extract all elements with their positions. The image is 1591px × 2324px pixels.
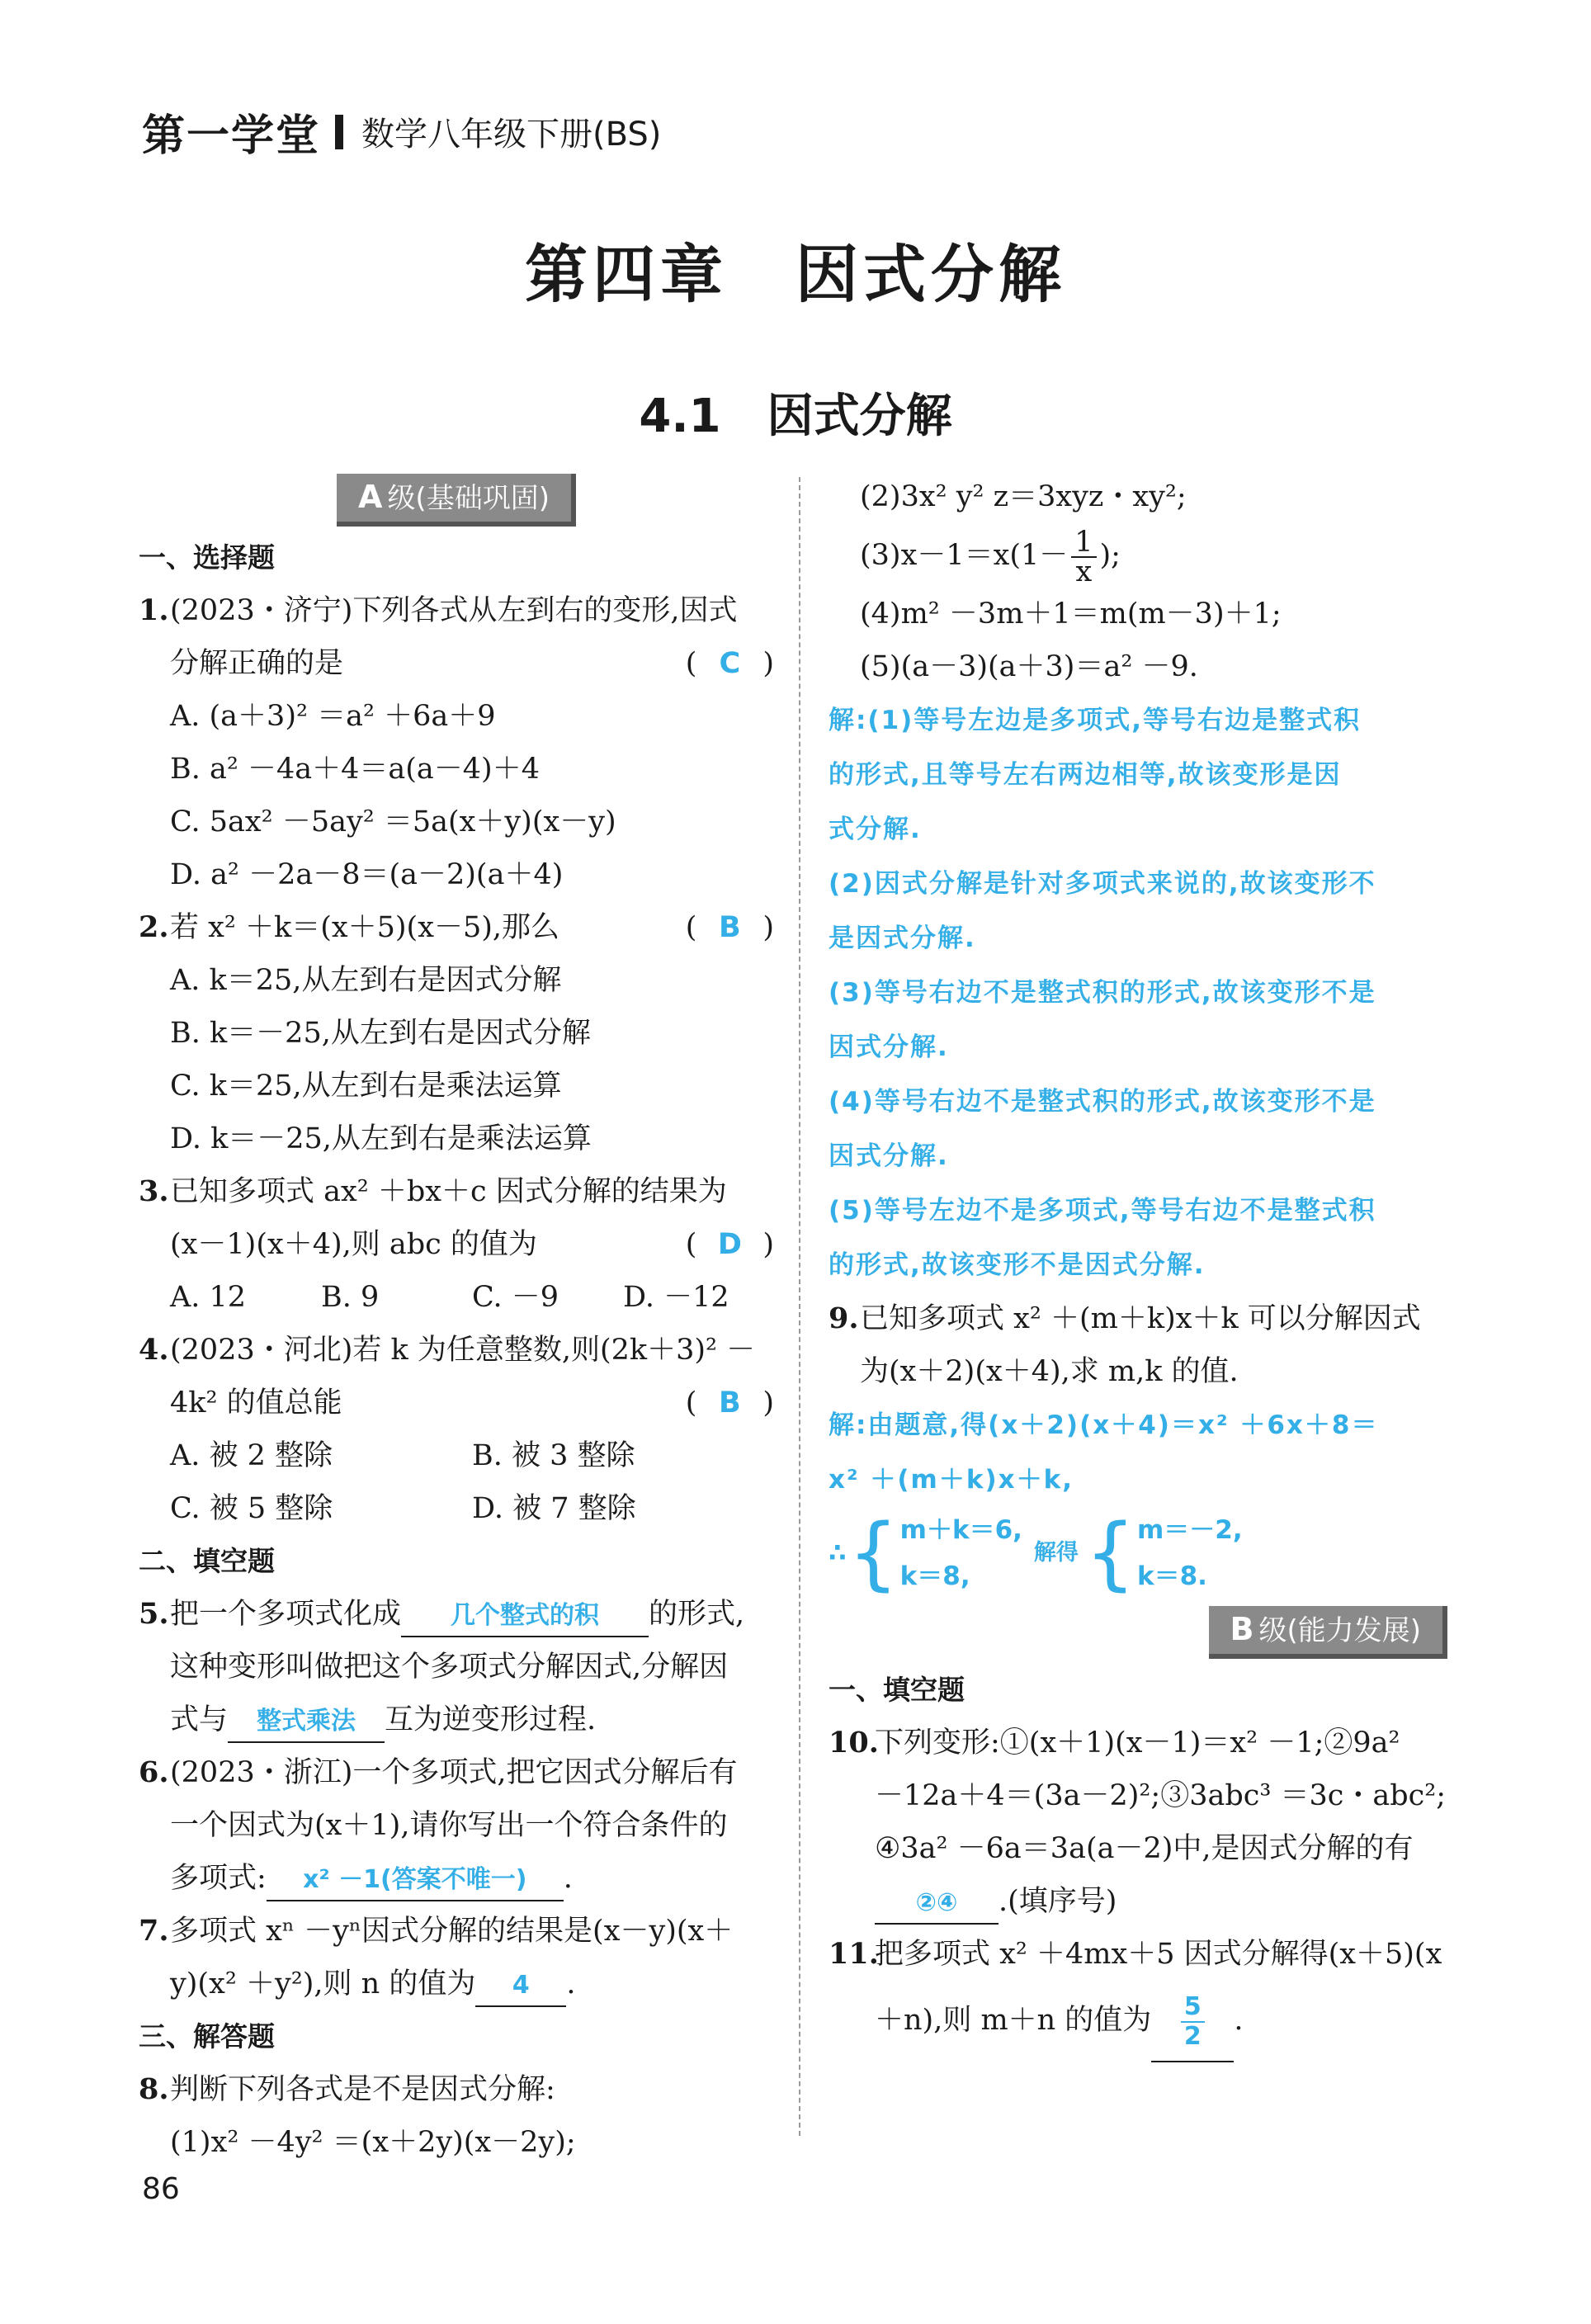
solution-line: 解:(1)等号左边是多项式,等号右边是整式积 <box>829 706 1362 735</box>
option: C. 5ax² －5ay² ＝5a(x＋y)(x－y) <box>170 805 616 838</box>
answer-bracket: ( B ) <box>686 1377 774 1429</box>
solution-line: 因式分解. <box>829 1141 949 1171</box>
brace-icon: { <box>847 1507 899 1599</box>
answer-blank: 整式乘法 <box>228 1702 385 1743</box>
section-fill-b: 一、填空题 <box>829 1674 965 1706</box>
q8-item-4: (4)m² －3m＋1＝m(m－3)＋1; <box>860 598 1282 631</box>
option: B. k＝－25,从左到右是因式分解 <box>170 1017 591 1050</box>
option: D. 被 7 整除 <box>472 1492 636 1525</box>
answer-blank: x² －1(答案不唯一) <box>267 1860 564 1901</box>
fraction: $\frac{5}{2}$ <box>1181 1993 1205 2051</box>
question-1: 1. (2023・济宁)下列各式从左到右的变形,因式 分解正确的是 ( C ) <box>139 584 774 690</box>
brace-icon: { <box>1084 1507 1135 1599</box>
question-5: 5. 把一个多项式化成 几个整式的积 的形式, 这种变形叫做把这个多项式分解因式,分解因 式与 整式乘法 互为逆变形过程. <box>139 1588 774 1746</box>
question-9: 9. 已知多项式 x² ＋(m＋k)x＋k 可以分解因式 为(x＋2)(x＋4),求 m,k 的值. <box>829 1301 1421 1388</box>
answer-1: C <box>719 647 741 680</box>
option: A. 12 <box>170 1281 247 1314</box>
option: D. －12 <box>623 1281 729 1314</box>
question-3: 3. 已知多项式 ax² ＋bx＋c 因式分解的结果为 (x－1)(x＋4),则 abc 的值为 ( D ) <box>139 1165 774 1271</box>
question-6: 6. (2023・浙江)一个多项式,把它因式分解后有 一个因式为(x＋1),请你写出一个符合条件的 多项式: x² －1(答案不唯一) . <box>139 1746 774 1905</box>
option: C. k＝25,从左到右是乘法运算 <box>170 1070 562 1103</box>
option: D. a² －2a－8＝(a－2)(a＋4) <box>170 858 564 891</box>
solution-line: (5)等号左边不是多项式,等号右边不是整式积 <box>829 1196 1376 1226</box>
level-b-banner: B 级(能力发展) <box>1209 1606 1448 1659</box>
column-divider <box>799 477 800 2136</box>
option: B. 被 3 整除 <box>472 1439 635 1472</box>
solution-line: (2)因式分解是针对多项式来说的,故该变形不 <box>829 869 1376 899</box>
page-header <box>142 101 661 163</box>
options-row <box>139 1482 774 1535</box>
answer-bracket: ( C ) <box>686 637 774 690</box>
q8-item-3: (3)x－1＝x(1－ $\frac{1}{x}$ ); <box>860 525 1121 588</box>
answer-3: D <box>717 1228 742 1261</box>
q8-solution <box>829 693 1480 1292</box>
solution-line: 的形式,且等号左右两边相等,故该变形是因 <box>829 760 1342 790</box>
option: D. k＝－25,从左到右是乘法运算 <box>170 1122 592 1155</box>
section-fill: 二、填空题 <box>139 1545 275 1577</box>
header-divider <box>335 115 343 149</box>
level-a-banner: A 级(基础巩固) <box>337 474 576 527</box>
question-10: 10. 下列变形:①(x＋1)(x－1)＝x² －1;②9a² －12a＋4＝(3a－2)²;③3abc³ ＝3c・abc²; ④3a² －6a＝3a(a－2)中,是因式分解的有 ②④ .(填序号) <box>829 1717 1480 1928</box>
option: B. a² －4a＋4＝a(a－4)＋4 <box>170 753 540 786</box>
answer-blank: ②④ <box>875 1883 999 1925</box>
answer-2: B <box>719 911 741 944</box>
option: C. 被 5 整除 <box>170 1492 333 1525</box>
question-2: 2. 若 x² ＋k＝(x＋5)(x－5),那么 ( B ) <box>139 901 774 954</box>
q8-item-5: (5)(a－3)(a＋3)＝a² －9. <box>860 650 1198 683</box>
page-number: 86 <box>142 2172 180 2206</box>
solution-line: 是因式分解. <box>829 923 976 953</box>
level-b-banner-wrap <box>829 1604 1480 1664</box>
solution-line: 式分解. <box>829 815 922 844</box>
fraction: $\frac{1}{x}$ <box>1071 528 1096 586</box>
chapter-title: 第四章 因式分解 <box>525 238 1066 311</box>
option: A. 被 2 整除 <box>170 1439 333 1472</box>
section-choice: 一、选择题 <box>139 541 275 574</box>
answer-blank: 几个整式的积 <box>401 1596 649 1637</box>
q9-solution-line: x² ＋(m＋k)x＋k, <box>829 1465 1074 1495</box>
equation-system: ∴ { m＋k＝6, k＝8, 解得 { m＝－2, k＝8. <box>829 1507 1243 1599</box>
question-4: 4. (2023・河北)若 k 为任意整数,则(2k＋3)² － 4k² 的值总能 ( B ) <box>139 1324 774 1429</box>
brand-title: 第一学堂 <box>142 111 321 161</box>
options-row <box>139 1429 774 1482</box>
question-8: 8. 判断下列各式是不是因式分解: (1)x² －4y² ＝(x＋2y)(x－2y); <box>139 2072 576 2159</box>
solution-line: 的形式,故该变形不是因式分解. <box>829 1250 1206 1280</box>
book-title: 数学八年级下册(BS) <box>361 116 662 154</box>
solution-line: (3)等号右边不是整式积的形式,故该变形不是 <box>829 978 1376 1008</box>
left-column <box>139 472 774 2169</box>
option: B. 9 <box>321 1281 380 1314</box>
question-7: 7. 多项式 xⁿ －yⁿ因式分解的结果是(x－y)(x＋ y)(x² ＋y²),则 n 的值为 4 . <box>139 1905 774 2010</box>
question-11: 11. 把多项式 x² ＋4mx＋5 因式分解得(x＋5)(x ＋n),则 m＋n 的值为 $\frac{5}{2}$ . <box>829 1928 1480 2062</box>
answer-bracket: ( D ) <box>686 1218 774 1271</box>
option: A. k＝25,从左到右是因式分解 <box>170 964 562 997</box>
options-row <box>139 1271 774 1324</box>
answer-4: B <box>719 1386 741 1419</box>
answer-blank: 4 <box>475 1966 566 2007</box>
option: A. (a＋3)² ＝a² ＋6a＋9 <box>170 700 496 733</box>
q9-solution-line: 解:由题意,得(x＋2)(x＋4)＝x² ＋6x＋8＝ <box>829 1410 1379 1440</box>
q8-item-2: (2)3x² y² z＝3xyz・xy²; <box>860 480 1187 513</box>
level-a-banner-wrap <box>139 472 774 531</box>
answer-blank <box>1151 1982 1234 2062</box>
answer-bracket: ( B ) <box>686 901 774 954</box>
solution-line: (4)等号右边不是整式积的形式,故该变形不是 <box>829 1087 1376 1117</box>
solution-line: 因式分解. <box>829 1032 949 1062</box>
option: C. －9 <box>472 1281 559 1314</box>
section-title: 4.1 因式分解 <box>639 390 952 443</box>
section-solve: 三、解答题 <box>139 2020 275 2052</box>
right-column <box>829 470 1480 2062</box>
